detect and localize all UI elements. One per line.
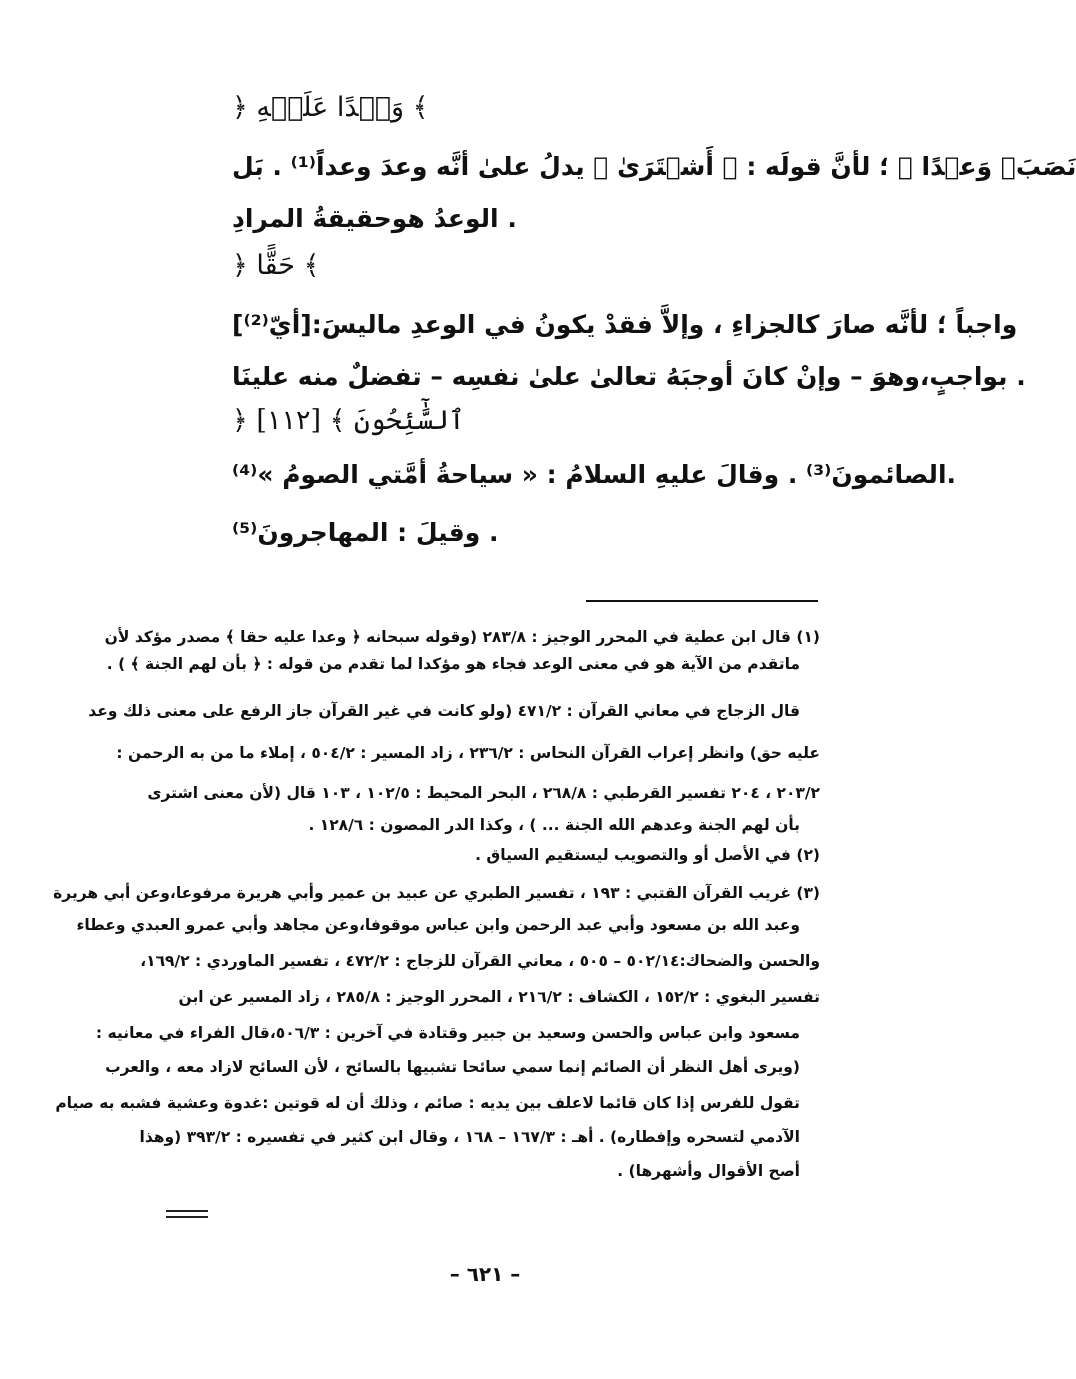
page-number: – ٦٢١ –	[449, 1262, 521, 1286]
footnote-line: الآدمي لتسحره وإفطاره) . أهـ : ١٦٧/٣ – ١٦٨ ، وقال ابن كثير في تفسيره : ٣٩٣/٢ (وهذا	[139, 1128, 800, 1146]
footnote-line: (ويرى أهل النظر أن الصائم إنما سمي سائحا تشبيها بالسائح ، لأن السائح لازاد معه ، والعرب	[105, 1058, 800, 1076]
footnote-line: والحسن والضحاك:٥٠٢/١٤ – ٥٠٥ ، معاني القرآن للزجاج : ٤٧٢/٢ ، تفسير الماوردي : ١٦٩/٢،	[140, 952, 820, 970]
footnote-line: (٣) غريب القرآن القتبي : ١٩٣ ، تفسير الطبري عن عبيد بن عمير وأبي هريرة مرفوعا،وعن أبي هريرة	[53, 884, 820, 902]
footnote-line: ٢٠٣/٢ ، ٢٠٤ تفسير القرطبي : ٢٦٨/٨ ، البحر المحيط : ١٠٢/٥ ، ١٠٣ قال (لأن معنى اشترى	[147, 784, 820, 802]
body-line: بواجبٍ،وهوَ – وإنْ كانَ أوجبَهُ تعالىٰ علىٰ نفسِه – تفضلٌ منه علينَا .	[232, 362, 1026, 391]
verse-heading: ﴿ ٱلسَّٰٓئِحُونَ ﴾ [١١٢]	[232, 405, 465, 436]
verse-heading: ﴿ وَعۡدًا عَلَيۡهِ ﴾	[232, 92, 429, 123]
end-separator-line	[166, 1210, 208, 1212]
footnote-line: تقول للفرس إذا كان قائما لاعلف بين يديه : صائم ، وذلك أن له قوتين :غدوة وعشية فشبه به صيام	[55, 1094, 800, 1112]
body-line: وقيلَ : المهاجرونَ⁽⁵⁾ .	[232, 518, 499, 547]
footnote-line: أصح الأقوال وأشهرها) .	[617, 1162, 800, 1180]
footnote-line: تفسير البغوي : ١٥٢/٢ ، الكشاف : ٢١٦/٢ ، المحرر الوجيز : ٢٨٥/٨ ، زاد المسير عن ابن	[178, 988, 820, 1006]
footnote-line: وعبد الله بن مسعود وأبي عبد الرحمن وابن عباس موقوفا،وعن مجاهد وأبي عمرو العبدي وعطاء	[76, 916, 800, 934]
footnote-line: قال الزجاج في معاني القرآن : ٤٧١/٢ (ولو كانت في غير القرآن جاز الرفع على معنى ذلك وعد	[88, 702, 800, 720]
end-separator-line	[166, 1216, 208, 1218]
footnote-line: مسعود وابن عباس والحسن وسعيد بن جبير وقتادة في آخرين : ٥٠٦/٣،قال الفراء في معانيه :	[95, 1024, 800, 1042]
body-line: نَصَبَ﴿ وَعۡدًا ﴾ ؛ لأنَّ قولَه : ﴿ أَشۡتَرَىٰ ﴾ يدلُ علىٰ أنَّه وعدَ وعداً⁽¹⁾ . بَل	[232, 152, 1076, 181]
footnote-line: (٢) في الأصل أو والتصويب ليستقيم السياق .	[475, 846, 820, 864]
footnote-line: عليه حق) وانظر إعراب القرآن النحاس : ٢٣٦/٢ ، زاد المسير : ٥٠٤/٢ ، إملاء ما من به الرحمن :	[116, 744, 820, 762]
footnote-separator	[586, 600, 818, 602]
body-line: الصائمونَ⁽³⁾ . وقالَ عليهِ السلامُ : « سياحةُ أمَّتي الصومُ »⁽⁴⁾.	[232, 460, 957, 489]
body-line: الوعدُ هوحقيقةُ المرادِ .	[232, 204, 517, 233]
body-line: [أيّ⁽²⁾]:واجباً ؛ لأنَّه صارَ كالجزاءِ ، وإلاَّ فقدْ يكونُ في الوعدِ ماليسَ	[232, 310, 1018, 339]
footnote-line: بأن لهم الجنة وعدهم الله الجنة ... ) ، وكذا الدر المصون : ١٢٨/٦ .	[308, 816, 800, 834]
footnote-line: ماتقدم من الآية هو في معنى الوعد فجاء هو مؤكدا لما تقدم من قوله : ﴿ بأن لهم الجنة ﴾ ) .	[106, 655, 800, 673]
verse-heading: ﴿ حَقًّا ﴾	[232, 250, 320, 281]
footnote-line: (١) قال ابن عطية في المحرر الوجيز : ٢٨٣/٨ (وقوله سبحانه ﴿ وعدا عليه حقا ﴾ مصدر مؤكد لأن	[104, 628, 820, 646]
